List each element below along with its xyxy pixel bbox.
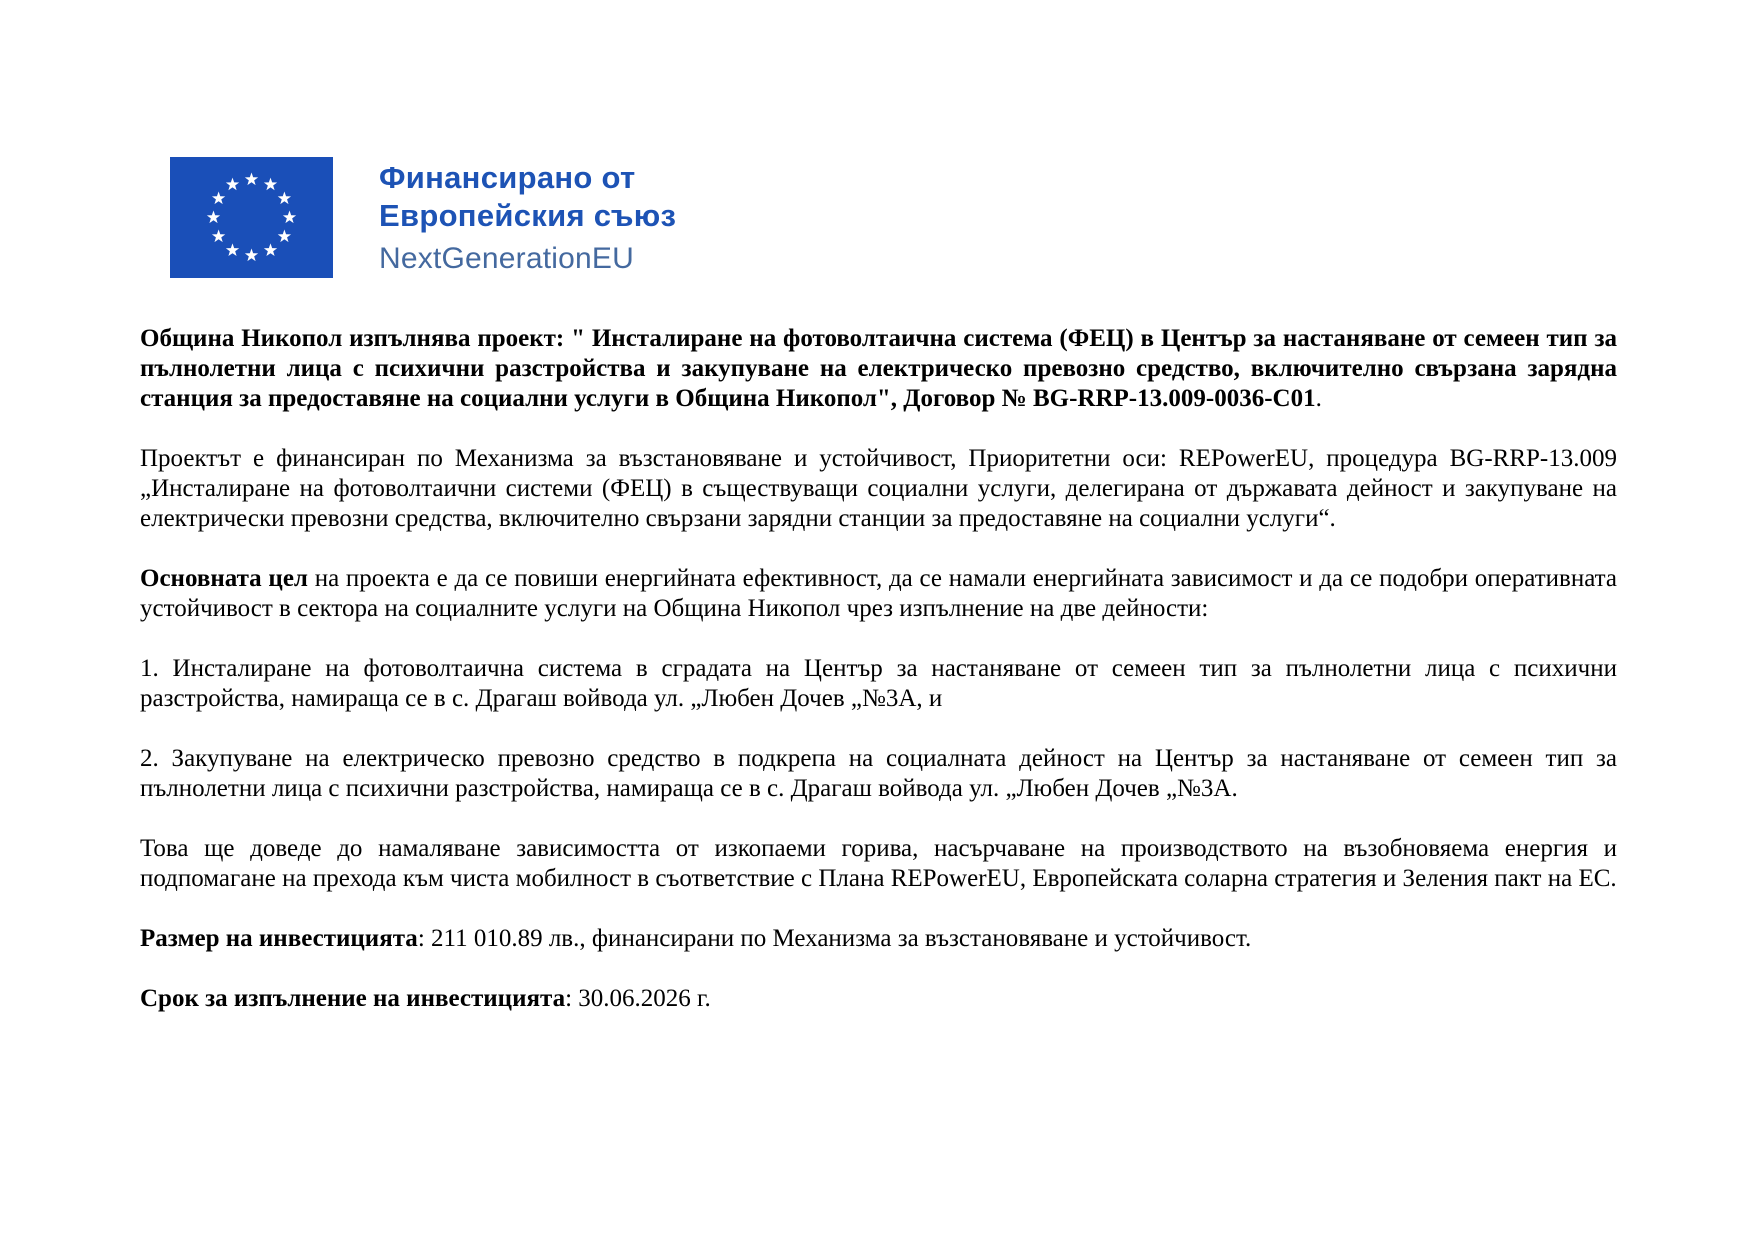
project-title-text: Община Никопол изпълнява проект: " Инсталиране на фотоволтаична система (ФЕЦ) в Център за настаняване от семеен тип за пълнолетни лица с психични разстройства и закупуване на електрическо превозно средство, включително свързана зарядна станция за предоставяне на социални услуги в Община Никопол", Договор № BG-RRP-13.009-0036-C01: [140, 325, 1617, 412]
activity-2-text: 2. Закупуване на електрическо превозно средство в подкрепа на социалната дейност на Център за настаняване от семеен тип за пълнолетни лица с психични разстройства, намираща се в с. Драгаш войвода ул. „Любен Дочев „№3А.: [140, 745, 1617, 802]
eu-flag-icon: [170, 157, 333, 278]
main-goal-label: Основната цел: [140, 565, 308, 592]
impact-text: Това ще доведе до намаляване зависимостта от изкопаеми горива, насърчаване на производството на възобновяема енергия и подпомагане на прехода към чиста мобилност в съответствие с Плана REPowerEU, Европейската соларна стратегия и Зеления пакт на ЕС.: [140, 835, 1617, 892]
activity-1-item: [140, 654, 1617, 714]
main-goal-paragraph: [140, 564, 1617, 624]
impact-paragraph: [140, 834, 1617, 894]
eu-funding-logo-text: [379, 157, 676, 277]
deadline-value: : 30.06.2026 г.: [565, 985, 711, 1012]
main-goal-text: на проекта е да се повиши енергийната ефективност, да се намали енергийната зависимост и да се подобри оперативната устойчивост в сектора на социалните услуги на Община Никопол чрез изпълнение на две дейности:: [140, 565, 1617, 622]
document-body: [140, 324, 1617, 1044]
deadline-label: Срок за изпълнение на инвестицията: [140, 985, 566, 1012]
funded-by-line1: Финансирано от: [379, 160, 636, 195]
activity-2-item: [140, 744, 1617, 804]
investment-size-label: Размер на инвестицията: [140, 925, 418, 952]
eu-funding-logo: [170, 157, 676, 278]
funding-paragraph: [140, 444, 1617, 534]
activity-1-text: 1. Инсталиране на фотоволтаична система в сградата на Център за настаняване от семеен тип за пълнолетни лица с психични разстройства, намираща се в с. Драгаш войвода ул. „Любен Дочев „№3А, и: [140, 655, 1617, 712]
program-name: NextGenerationEU: [379, 242, 634, 275]
project-title-period: .: [1315, 385, 1322, 412]
funded-by-line2: Европейския съюз: [379, 198, 677, 233]
investment-size-value: : 211 010.89 лв., финансирани по Механизма за възстановяване и устойчивост.: [417, 925, 1252, 952]
deadline-paragraph: [140, 984, 1617, 1014]
project-title-paragraph: [140, 324, 1617, 414]
funding-text: Проектът е финансиран по Механизма за възстановяване и устойчивост, Приоритетни оси: REPowerEU, процедура BG-RRP-13.009 „Инсталиране на фотоволтаични системи (ФЕЦ) в съществуващи социални услуги, делегирана от държавата дейност и закупуване на електрически превозни средства, включително свързани зарядни станции за предоставяне на социални услуги“.: [140, 445, 1617, 532]
investment-size-paragraph: [140, 924, 1617, 954]
